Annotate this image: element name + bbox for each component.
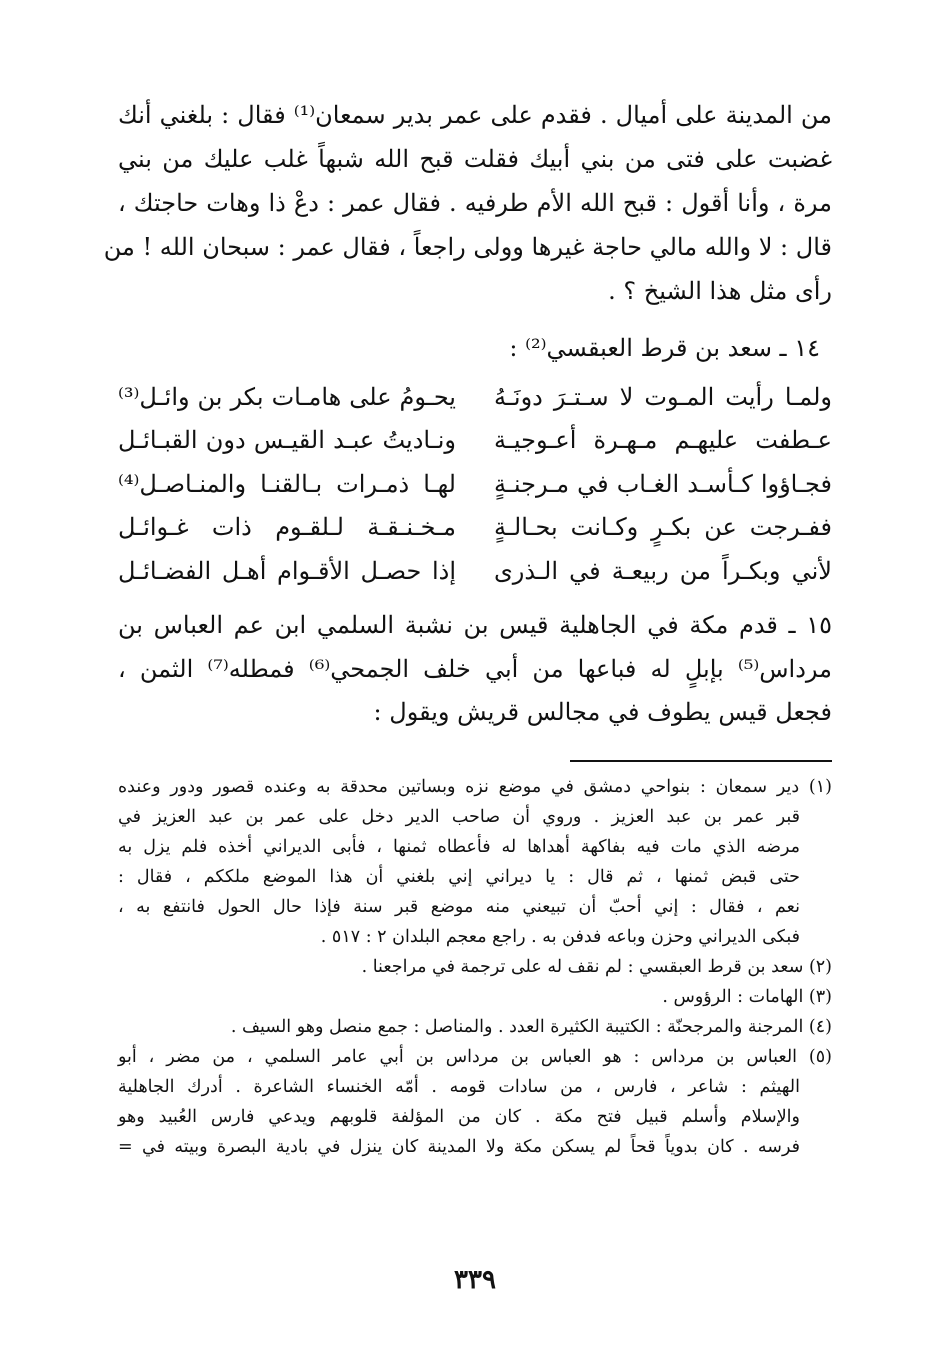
footnote-line: (٢) سعد بن قرط العبقسي : لم نقف له على ترجمة في مراجعنا . (361, 957, 832, 977)
verse-second-hemistich: ونـاديتُ عبـد القيـس دون القبـائـل (118, 426, 456, 454)
text-line: ١٥ ـ قدم مكة في الجاهلية قيس بن نشبة السلمي ابن عم العباس بن (118, 611, 832, 639)
verse-first-hemistich: ففـرجت عن بكـرٍ وكـانت بحـالـةٍ (494, 513, 832, 541)
footnote-line: (٤) المرجنة والمرجحنّة : الكتيبة الكثيرة العدد . والمناصل : جمع منصل وهو السيف . (230, 1017, 832, 1037)
verse-first-hemistich: ولمـا رأيت المـوت لا سـتـرَ دونَـهُ (494, 383, 832, 411)
text-line: من المدينة على أميال . فقدم على عمر بدير سمعان⁽¹⁾ فقال : بلغني أنك (118, 101, 833, 129)
poem-verse (118, 375, 832, 419)
footnote-line: فبكى الديراني وحزن وباعه فدفن به . راجع معجم البلدان ٢ : ٥١٧ . (320, 927, 800, 947)
footnote-line: حتى قبض ثمنها ، ثم قال : يا ديراني إني بلغني أن هذا الموضع ملككم ، فقال : (118, 867, 800, 887)
text-line: قال : لا والله مالي حاجة غيرها وولى راجعاً ، فقال عمر : سبحان الله ! من (103, 233, 832, 261)
verse-second-hemistich: لهـا ذمـرات بـالقنـا والمنـاصـل⁽⁴⁾ (118, 470, 456, 498)
poem-verse (118, 549, 832, 593)
text-line: مرة ، وأنا أقول : قبح الله الأم طرفيه . فقال عمر : دعْ ذا وهات حاجتك ، (118, 189, 832, 217)
text-line: فجعل قيس يطوف في مجالس قريش ويقول : (373, 698, 832, 726)
poem-verse (118, 505, 832, 549)
verse-first-hemistich: فجـاؤوا كـأسـد الغـاب في مـرجنـةٍ (494, 470, 832, 498)
verse-second-hemistich: إذا حصـل الأقـوام أهـل الفضـائـل (118, 557, 456, 585)
verse-second-hemistich: مـخـنـقـة لـلقـوم ذات غـوائـل (118, 513, 456, 541)
verse-second-hemistich: يحـومُ على هامـات بكر بن وائـل⁽³⁾ (118, 383, 456, 411)
footnote-line: (٥) العباس بن مرداس : هو العباس بن مرداس بن أبي عامر السلمي ، من مضر ، أبو (118, 1047, 832, 1067)
footnote-line: الهيثم : شاعر ، فارس ، من سادات قومه . أمّه الخنساء الشاعرة . أدرك الجاهلية (118, 1077, 800, 1097)
text-line: غضبت على فتى من بني أبيك فقلت قبح الله شبهاً غلب عليك من بني (118, 145, 832, 173)
footnote-line: فرسه . كان بدوياً قحاً لم يسكن مكة ولا المدينة كان ينزل في بادية البصرة وبيته في = (118, 1137, 800, 1157)
poem-verse (118, 462, 832, 506)
footnote-divider (570, 760, 832, 762)
text-line: رأى مثل هذا الشيخ ؟ . (608, 277, 832, 305)
footnote-line: والإسلام وأسلم قبيل فتح مكة . كان من المؤلفة قلوبهم ويدعي فارس العُبيد وهو (118, 1107, 800, 1127)
entry-heading-14: ١٤ ـ سعد بن قرط العبقسي⁽²⁾ : (509, 334, 820, 362)
footnote-line: (٣) الهامات : الرؤوس . (662, 987, 832, 1007)
verse-first-hemistich: عـطفت عليهـم مـهـرة أعـوجيـة (494, 426, 832, 454)
verse-first-hemistich: لأني وبكـراً من ربيعـة في الـذرى (494, 557, 832, 585)
footnote-line: مرضه الذي مات فيه بفاكهة أهداها له فأعطاه ثمنها ، فأبى الديراني أخذه فلم يزل به (118, 837, 800, 857)
footnote-line: قبر عمر بن عبد العزيز . وروي أن صاحب الدير دخل على عمر بن عبد العزيز في (118, 807, 800, 827)
footnote-line: (١) دير سمعان : بنواحي دمشق في موضع نزه وبساتين محدقة به وعنده قصور ودور وعنده (118, 777, 832, 797)
poem-verse (118, 418, 832, 462)
page-number: ٣٣٩ (454, 1265, 496, 1295)
text-line: مرداس⁽⁵⁾ بإبلٍ له فباعها من أبي خلف الجمحي⁽⁶⁾ فمطله⁽⁷⁾ الثمن ، (118, 655, 833, 683)
footnote-line: نعم ، فقال : إني أحبّ أن تبيعني منه موضع قبر سنة فإذا حال الحول فانتفع به ، (118, 897, 800, 917)
